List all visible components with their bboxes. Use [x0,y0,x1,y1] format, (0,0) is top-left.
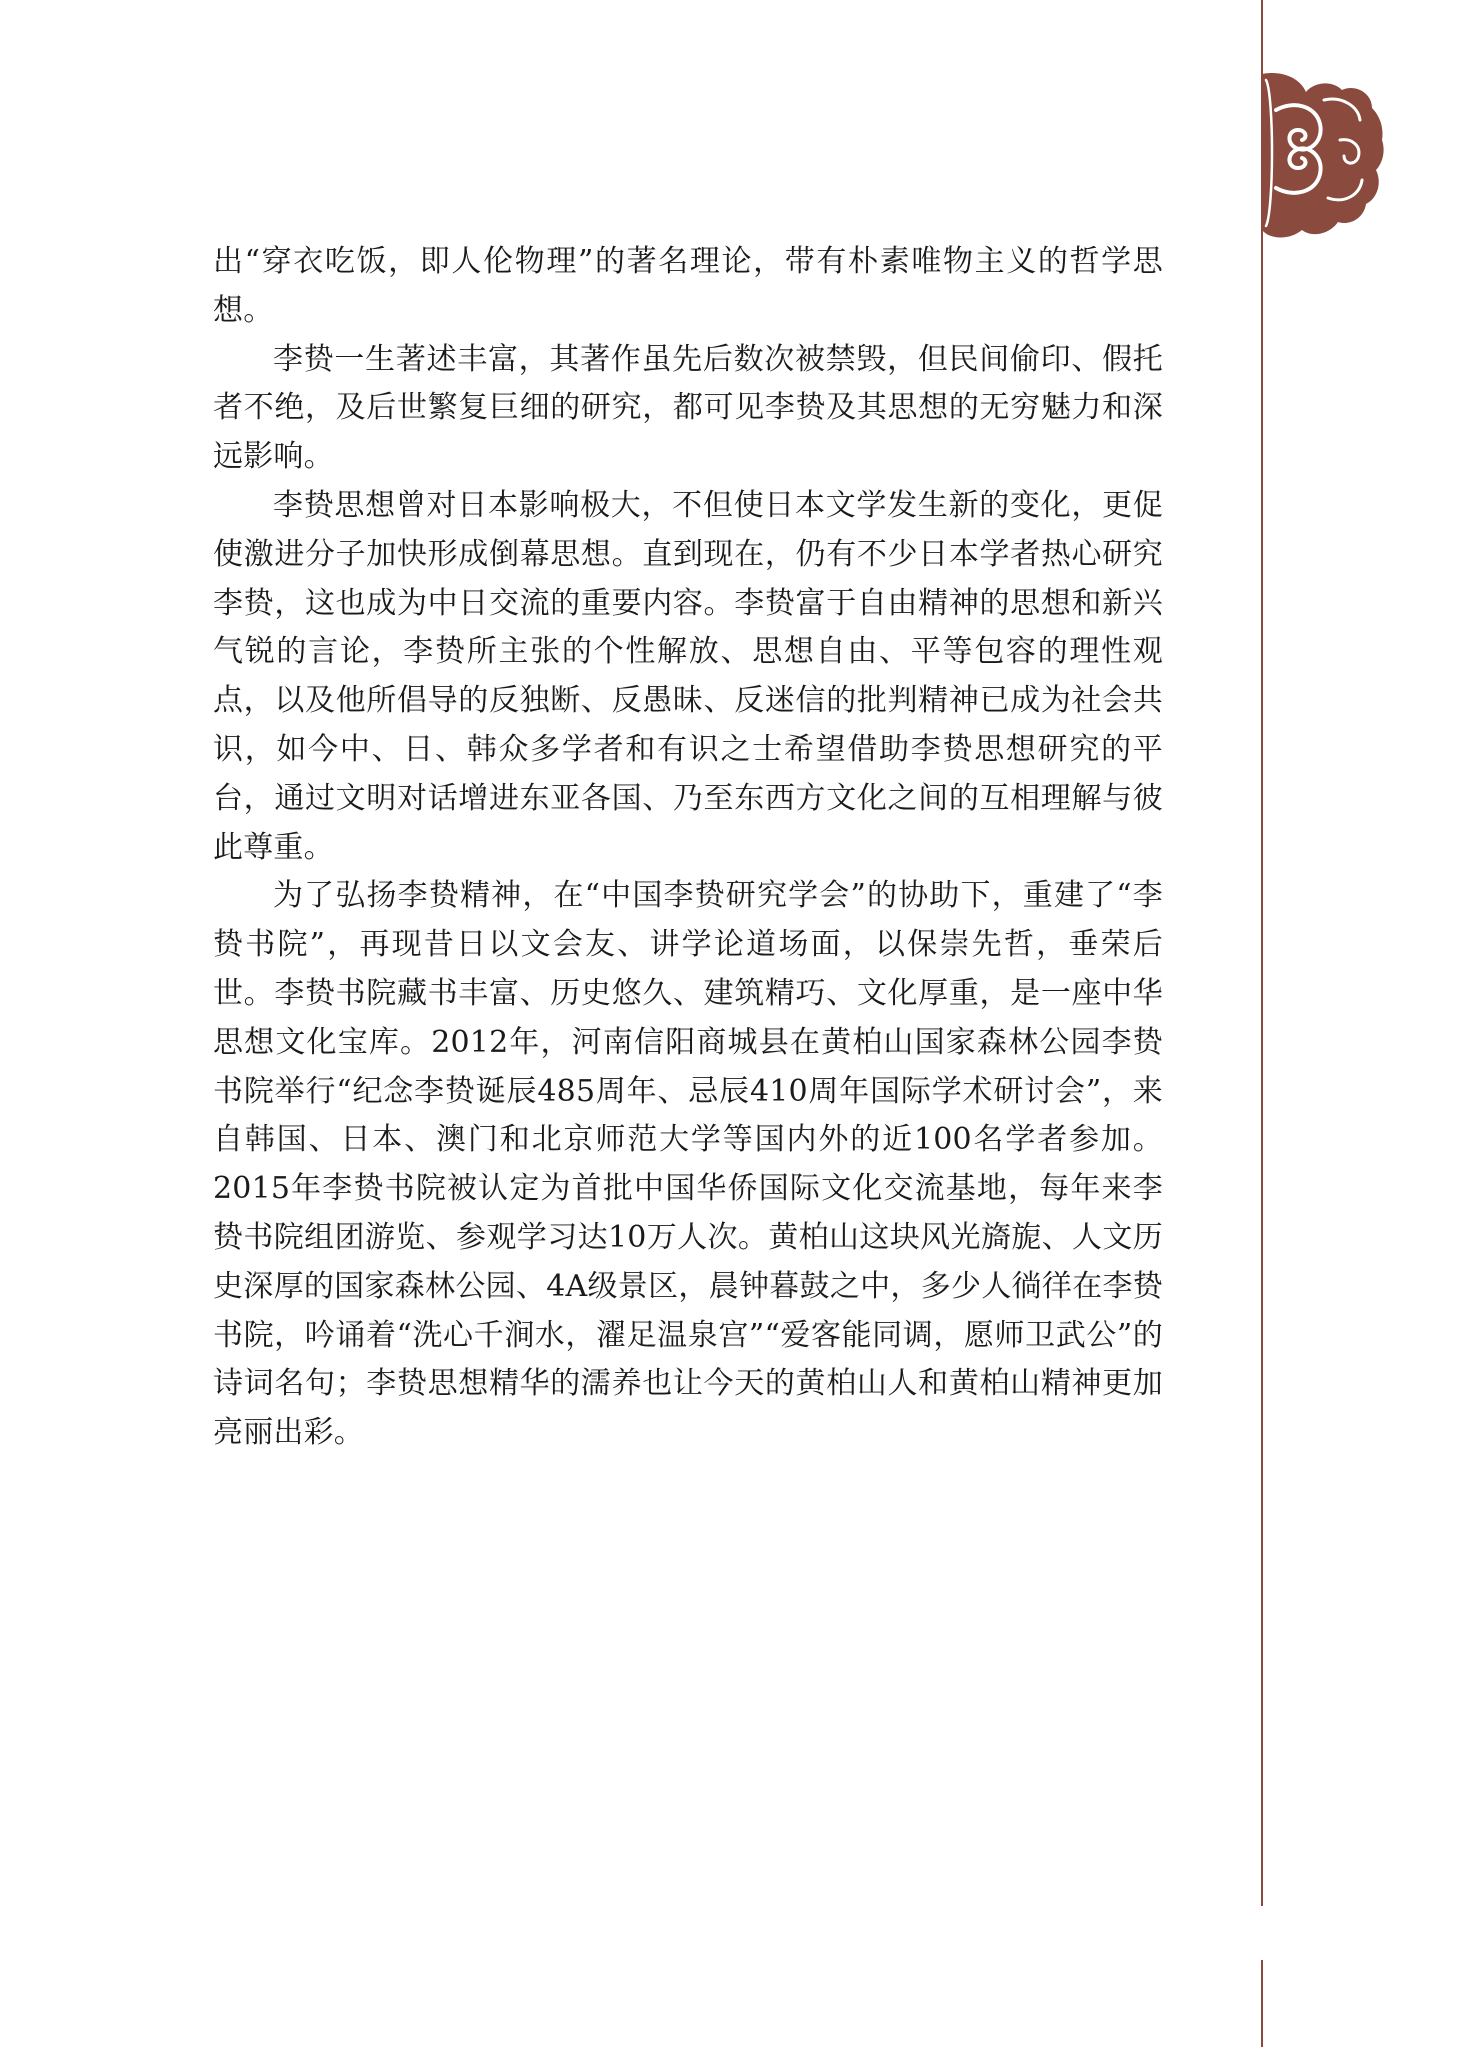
body-text [213,238,1163,1458]
margin-rule-bottom [1261,1960,1263,2047]
cloud-scroll-ornament-icon [1254,70,1386,246]
paragraph-2: 李贽一生著述丰富，其著作虽先后数次被禁毁，但民间偷印、假托者不绝，及后世繁复巨细的研究，都可见李贽及其思想的无穷魅力和深远影响。 [213,341,1163,475]
paragraph-3: 李贽思想曾对日本影响极大，不但使日本文学发生新的变化，更促使激进分子加快形成倒幕思想。直到现在，仍有不少日本学者热心研究李贽，这也成为中日交流的重要内容。李贽富于自由精神的思想和新兴气锐的言论，李贽所主张的个性解放、思想自由、平等包容的理性观点，以及他所倡导的反独断、反愚昧、反迷信的批判精神已成为社会共识，如今中、日、韩众多学者和有识之士希望借助李贽思想研究的平台，通过文明对话增进东亚各国、乃至东西方文化之间的互相理解与彼此尊重。 [213,487,1163,865]
margin-rule-top [1261,0,1263,1906]
paragraph-4: 为了弘扬李贽精神，在“中国李贽研究学会”的协助下，重建了“李贽书院”，再现昔日以文会友、讲学论道场面，以保崇先哲，垂荣后世。李贽书院藏书丰富、历史悠久、建筑精巧、文化厚重，是一座中华思想文化宝库。2012年，河南信阳商城县在黄柏山国家森林公园李贽书院举行“纪念李贽诞辰485周年、忌辰410周年国际学术研讨会”，来自韩国、日本、澳门和北京师范大学等国内外的近100名学者参加。2015年李贽书院被认定为首批中国华侨国际文化交流基地，每年来李贽书院组团游览、参观学习达10万人次。黄柏山这块风光旖旎、人文历史深厚的国家森林公园、4A级景区，晨钟暮鼓之中，多少人徜徉在李贽书院，吟诵着“洗心千涧水，濯足温泉宫”“爱客能同调，愿师卫武公”的诗词名句；李贽思想精华的濡养也让今天的黄柏山人和黄柏山精神更加亮丽出彩。 [213,878,1163,1451]
paragraph-1: 出“穿衣吃饭，即人伦物理”的著名理论，带有朴素唯物主义的哲学思想。 [213,244,1163,328]
